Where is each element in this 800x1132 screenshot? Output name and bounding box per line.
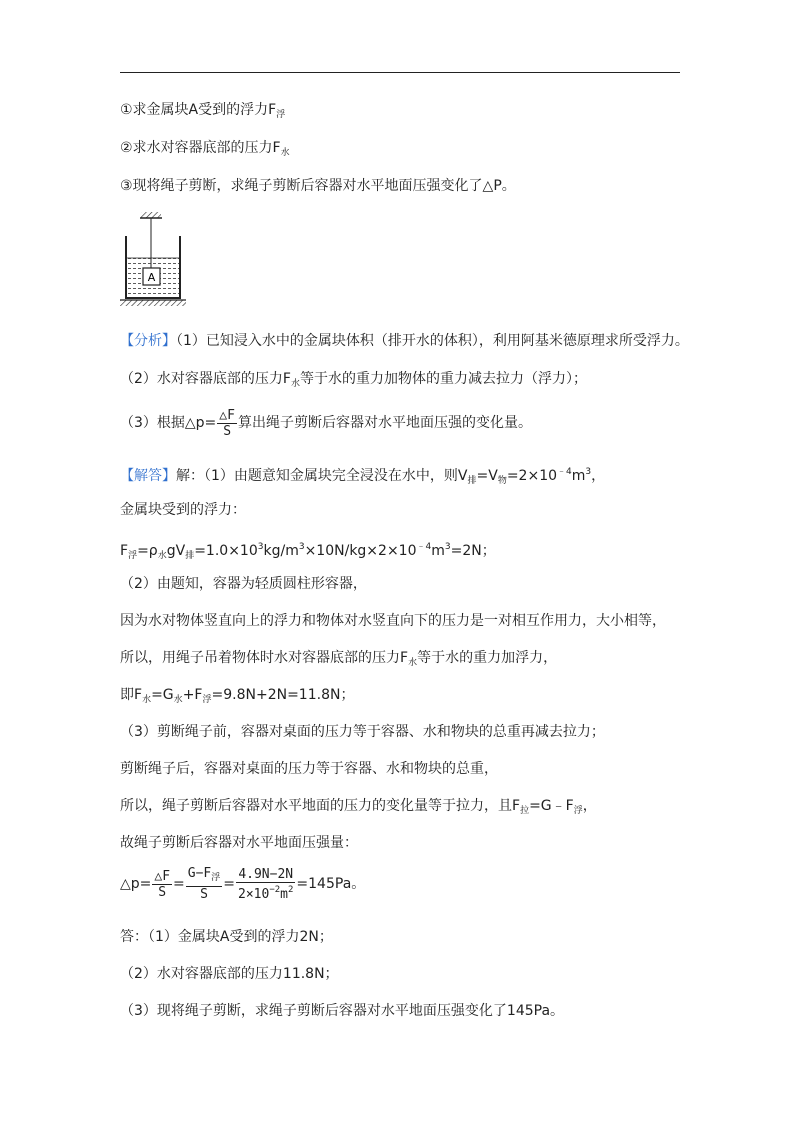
ground-hatch <box>120 300 186 306</box>
solution-line-3: $F_浮=\rho_水gV_排=1.0\times 10^3kg/m^3\times 10N/kg\times 2\times 10^{﹣4}m^3=2N$； <box>120 542 496 561</box>
pressure-equation: △p= $\frac{\triangle F}{S}$ = $\frac{G-F_浮}{S}$ = $\frac{4.9N-2N}{2\times 10^{-2}m^2}$ =145Pa。 <box>120 866 366 902</box>
block-label: A <box>147 271 156 284</box>
solution-line-2: 金属块受到的浮力： <box>120 502 246 518</box>
question-2: ②求水对容器底部的压力$F_水$ <box>120 140 290 158</box>
ceiling-hatch <box>141 212 161 218</box>
question-1: ①求金属块A受到的浮力$F_浮$ <box>120 102 286 120</box>
solution-line-11: 故绳子剪断后容器对水平地面压强量： <box>120 835 358 851</box>
solution-line-5: 因为水对物体竖直向上的浮力和物体对水竖直向下的压力是一对相互作用力，大小相等， <box>120 613 666 629</box>
solution-line-8: （3）剪断绳子前，容器对桌面的压力等于容器、水和物块的总重再减去拉力； <box>120 724 605 740</box>
analysis-line-1: 【分析】（1）已知浸入水中的金属块体积（排开水的体积），利用阿基米德原理求所受浮力。 <box>120 333 689 349</box>
solution-line-10: 所以，绳子剪断后容器对水平地面的压力的变化量等于拉力，且$F_拉=G﹣F_浮$， <box>120 798 597 816</box>
header-rule <box>120 72 680 73</box>
analysis-tag: 【分析】 <box>120 333 176 349</box>
question-3: ③现将绳子剪断，求绳子剪断后容器对水平地面压强变化了△P。 <box>120 178 516 194</box>
answer-line-3: （3）现将绳子剪断，求绳子剪断后容器对水平地面压强变化了145Pa。 <box>120 1003 565 1019</box>
fraction-dF-S: $\frac{\triangle F}{S}$ <box>219 407 235 439</box>
container-figure <box>118 206 188 311</box>
answer-line-2: （2）水对容器底部的压力11.8N； <box>120 966 339 982</box>
solution-line-4: （2）由题知，容器为轻质圆柱形容器， <box>120 576 367 592</box>
solution-line-7: 即$F_水=G_水+F_浮=9.8N+2N=11.8N$； <box>120 687 355 705</box>
solution-line-6: 所以，用绳子吊着物体时水对容器底部的压力$F_水$等于水的重力加浮力， <box>120 650 558 668</box>
fraction-1: $\frac{\triangle F}{S}$ <box>154 868 171 900</box>
answer-line-1: 答：（1）金属块A受到的浮力2N； <box>120 929 333 945</box>
fraction-3: $\frac{4.9N-2N}{2\times 10^{-2}m^2}$ <box>238 866 294 902</box>
solution-line-9: 剪断绳子后，容器对桌面的压力等于容器、水和物块的总重， <box>120 761 498 777</box>
solution-tag: 【解答】 <box>120 468 176 484</box>
solution-line-1: 【解答】解：（1）由题意知金属块完全浸没在水中，则$V_排=V_物=2\times 10^{﹣4}m^3$， <box>120 467 606 486</box>
analysis-line-3: （3）根据△p= $\frac{\triangle F}{S}$ 算出绳子剪断后容器对水平地面压强的变化量。 <box>120 407 532 439</box>
analysis-line-2: （2）水对容器底部的压力$F_水$等于水的重力加物体的重力减去拉力（浮力）； <box>120 371 587 389</box>
fraction-2: $\frac{G-F_浮}{S}$ <box>187 866 221 902</box>
